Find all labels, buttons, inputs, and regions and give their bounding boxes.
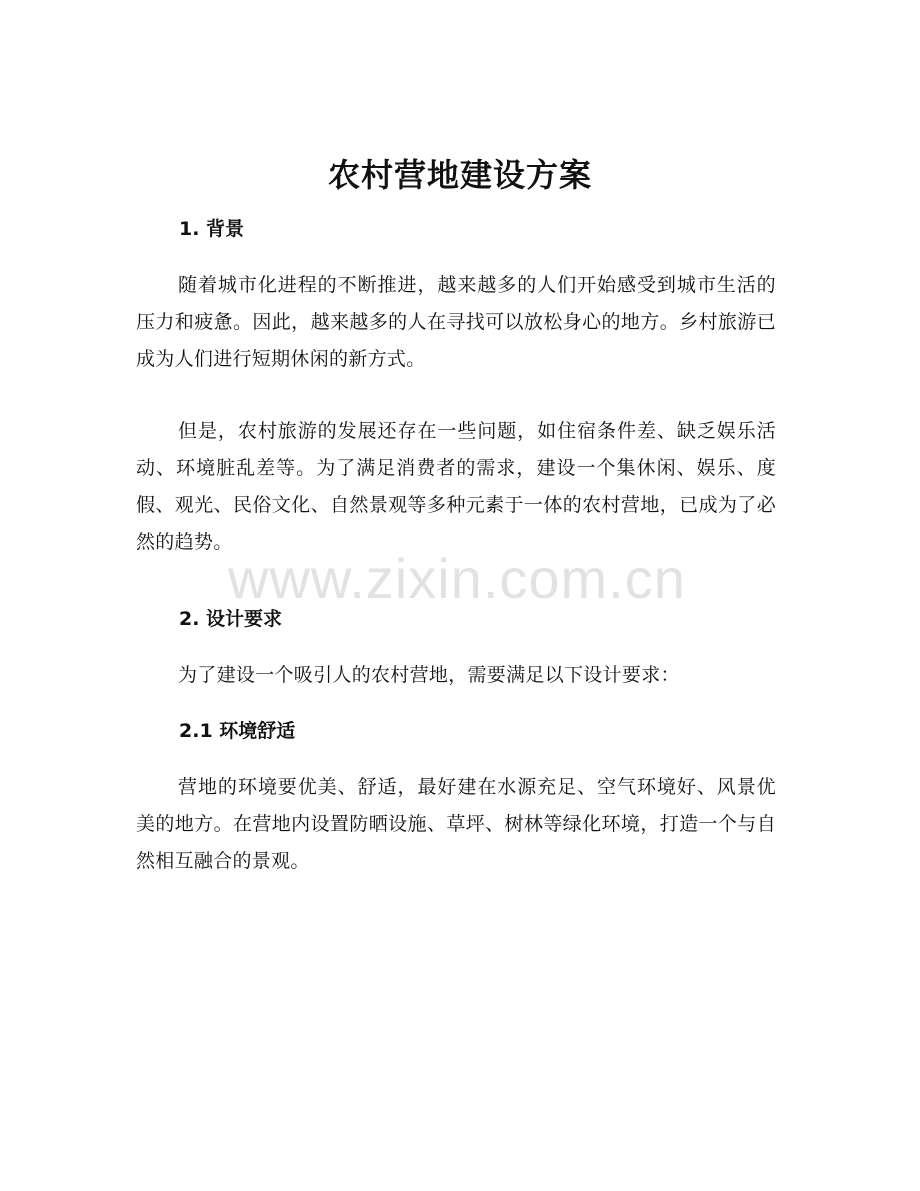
paragraph-background-1: 随着城市化进程的不断推进，越来越多的人们开始感受到城市生活的压力和疲惫。因此，越来越多的人在寻找可以放松身心的地方。乡村旅游已成为人们进行短期休闲的新方式。: [136, 274, 776, 370]
paragraph-background-2: 但是，农村旅游的发展还存在一些问题，如住宿条件差、缺乏娱乐活动、环境脏乱差等。为了满足消费者的需求，建设一个集休闲、娱乐、度假、观光、民俗文化、自然景观等多种元素于一体的农村营地，已成为了必然的趋势。: [136, 420, 776, 553]
section-heading-background: 1. 背景: [179, 218, 245, 240]
watermark-text: www.zixin.com.cn: [228, 547, 686, 610]
paragraph-design-intro: 为了建设一个吸引人的农村营地，需要满足以下设计要求：: [178, 664, 680, 686]
page-title: 农村营地建设方案: [327, 156, 592, 194]
section-heading-design: 2. 设计要求: [179, 608, 283, 630]
subsection-heading-environment: 2.1 环境舒适: [179, 720, 296, 742]
paragraph-environment: 营地的环境要优美、舒适，最好建在水源充足、空气环境好、风景优美的地方。在营地内设置防晒设施、草坪、树林等绿化环境，打造一个与自然相互融合的景观。: [136, 776, 776, 872]
